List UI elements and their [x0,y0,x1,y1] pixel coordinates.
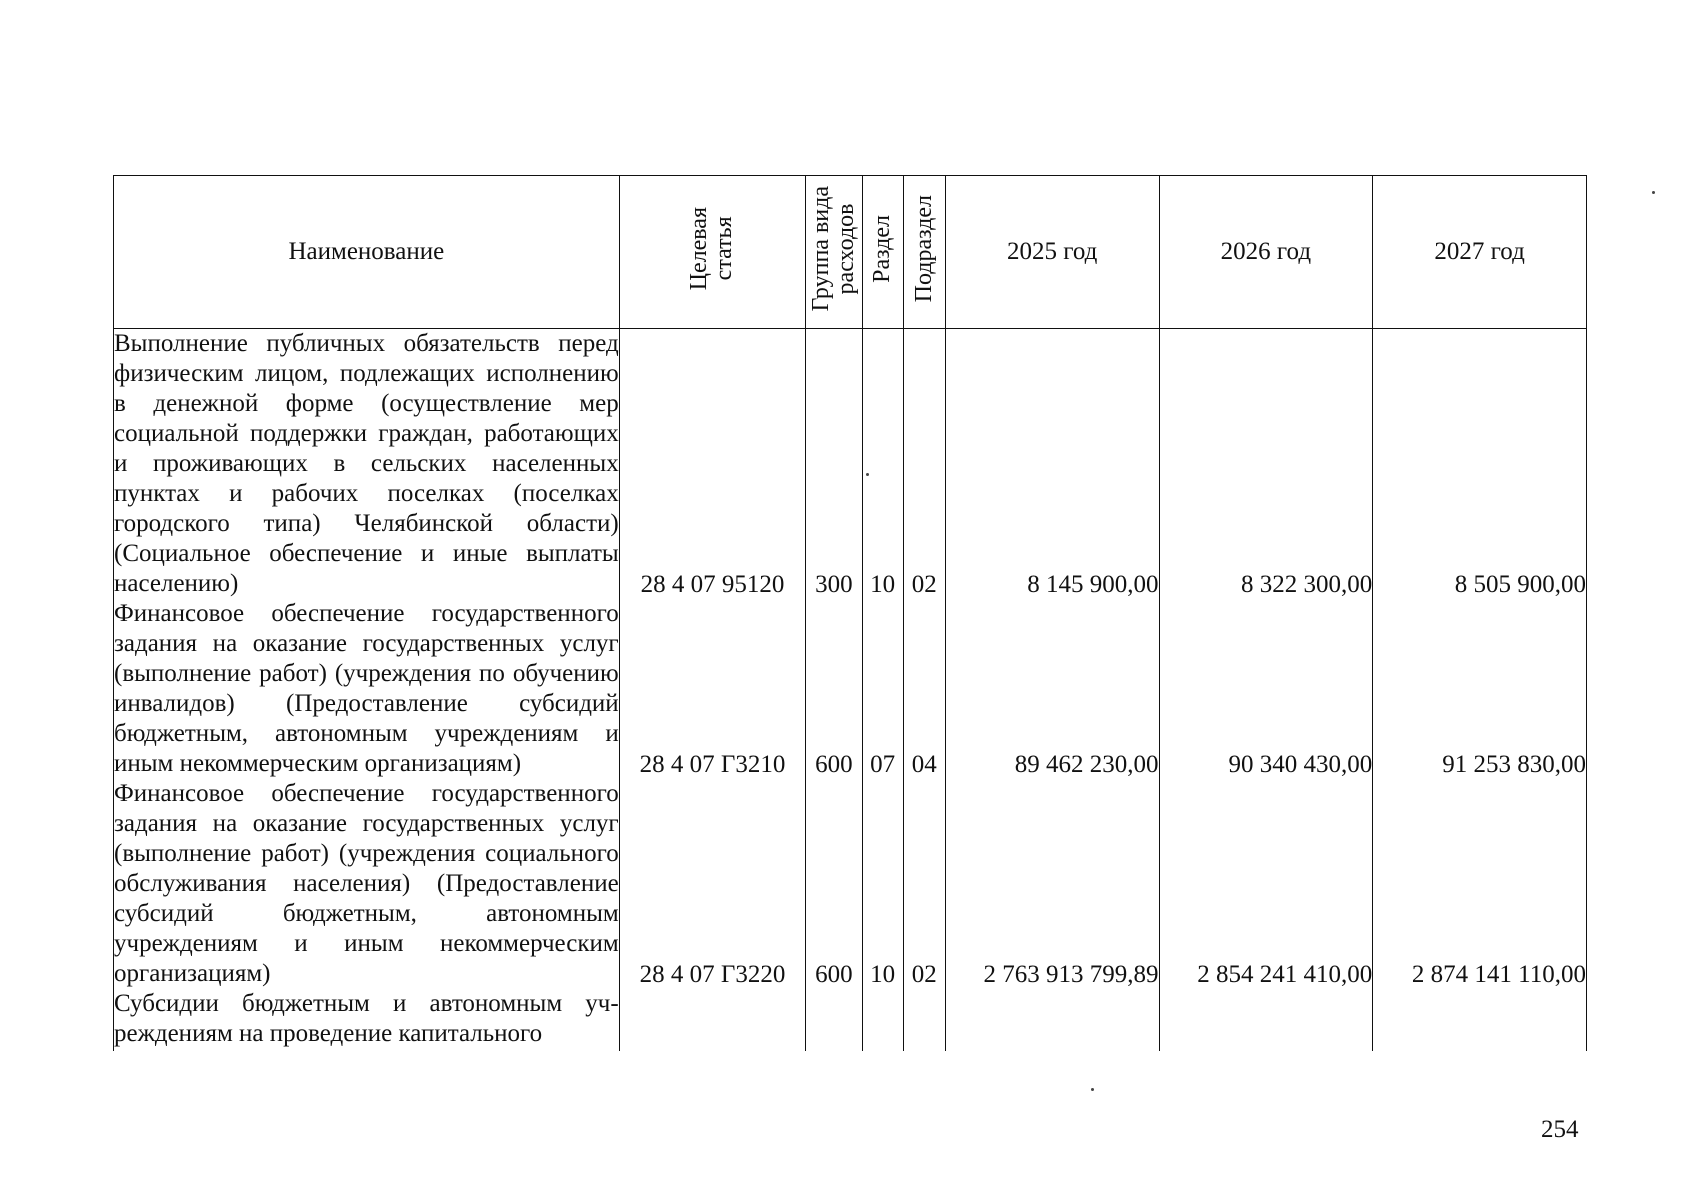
table-row [114,329,1587,600]
row-expense-group: 600 [806,779,862,989]
table-row [114,779,1587,989]
header-expense-group-label [809,186,859,311]
row-target-article [619,989,806,1051]
row-amount-2025: 2 763 913 799,89 [945,779,1159,989]
row-name: Субсидии бюджетным и автономным учреждениям на проведение капитального [114,989,620,1051]
header-section [862,176,903,329]
header-year-2025-label: 2025 год [1006,238,1098,265]
header-target-article-label [687,207,737,290]
header-target-article [619,176,806,329]
row-amount-2026: 2 854 241 410,00 [1159,779,1373,989]
header-group-line2: расходов [832,203,859,294]
row-subsection: 04 [903,599,945,779]
table-row [114,989,1587,1051]
header-target-line2: статья [711,216,738,281]
row-amount-2027: 2 874 141 110,00 [1373,779,1587,989]
row-name: Выполнение публичных обязательств перед физическим лицом, подлежащих исполнению в денежной форме (осуществление мер социальной поддержки граждан, работающих и проживающих в сельских населенных пунктах и рабочих поселках (поселках городского типа) Челябинской области) (Социальное обеспечение и иные выплаты населению) [114,330,619,597]
budget-table [113,175,1587,1051]
row-amount-2026: 8 322 300,00 [1159,329,1373,600]
row-section: 07 [862,599,903,779]
row-section [862,989,903,1051]
header-expense-group [806,176,862,329]
row-amount-2025 [945,989,1159,1051]
row-expense-group [806,989,862,1051]
row-section: 10 [862,329,903,600]
header-name [114,176,620,329]
scan-speck [1652,191,1655,194]
table-header-row [114,176,1587,329]
scan-speck [866,473,869,476]
row-expense-group: 600 [806,599,862,779]
row-amount-2026 [1159,989,1373,1051]
header-year-2026 [1159,176,1373,329]
header-year-2027 [1373,176,1587,329]
row-target-article: 28 4 07 Г3220 [619,779,806,989]
row-subsection: 02 [903,779,945,989]
header-section-label: Раздел [868,214,895,283]
row-amount-2027 [1373,989,1587,1051]
row-amount-2026: 90 340 430,00 [1159,599,1373,779]
row-target-article: 28 4 07 Г3210 [619,599,806,779]
header-group-line1: Группа вида [807,185,834,312]
row-target-article: 28 4 07 95120 [619,329,806,600]
row-amount-2027: 8 505 900,00 [1373,329,1587,600]
header-year-2027-label: 2027 год [1434,238,1525,265]
header-year-2025 [945,176,1159,329]
table-row [114,599,1587,779]
header-subsection-label: Подраздел [910,194,937,303]
header-subsection [903,176,945,329]
row-subsection: 02 [903,329,945,600]
row-amount-2025: 89 462 230,00 [945,599,1159,779]
row-subsection [903,989,945,1051]
row-name: Финансовое обеспечение государственного задания на оказание государственных услуг (выполнение работ) (учреждения социального обслуживания населения) (Предоставление субсидий бюджетным, автономным учреждениям и иным некоммерческим организациям) [114,780,619,987]
header-target-line1: Целевая [686,206,713,291]
row-amount-2025: 8 145 900,00 [945,329,1159,600]
scan-speck [1091,1088,1094,1091]
row-section: 10 [862,779,903,989]
row-expense-group: 300 [806,329,862,600]
header-year-2026-label: 2026 год [1220,238,1312,265]
row-name: Финансовое обеспечение государственного задания на оказание государственных услуг (выполнение работ) (учреждения по обучению инвалидов) (Предоставление субсидий бюджетным, автономным учреждениям и иным некоммерческим организациям) [114,600,619,777]
header-name-label: Наименование [288,238,445,265]
row-amount-2027: 91 253 830,00 [1373,599,1587,779]
page-number: 254 [1541,1116,1579,1143]
